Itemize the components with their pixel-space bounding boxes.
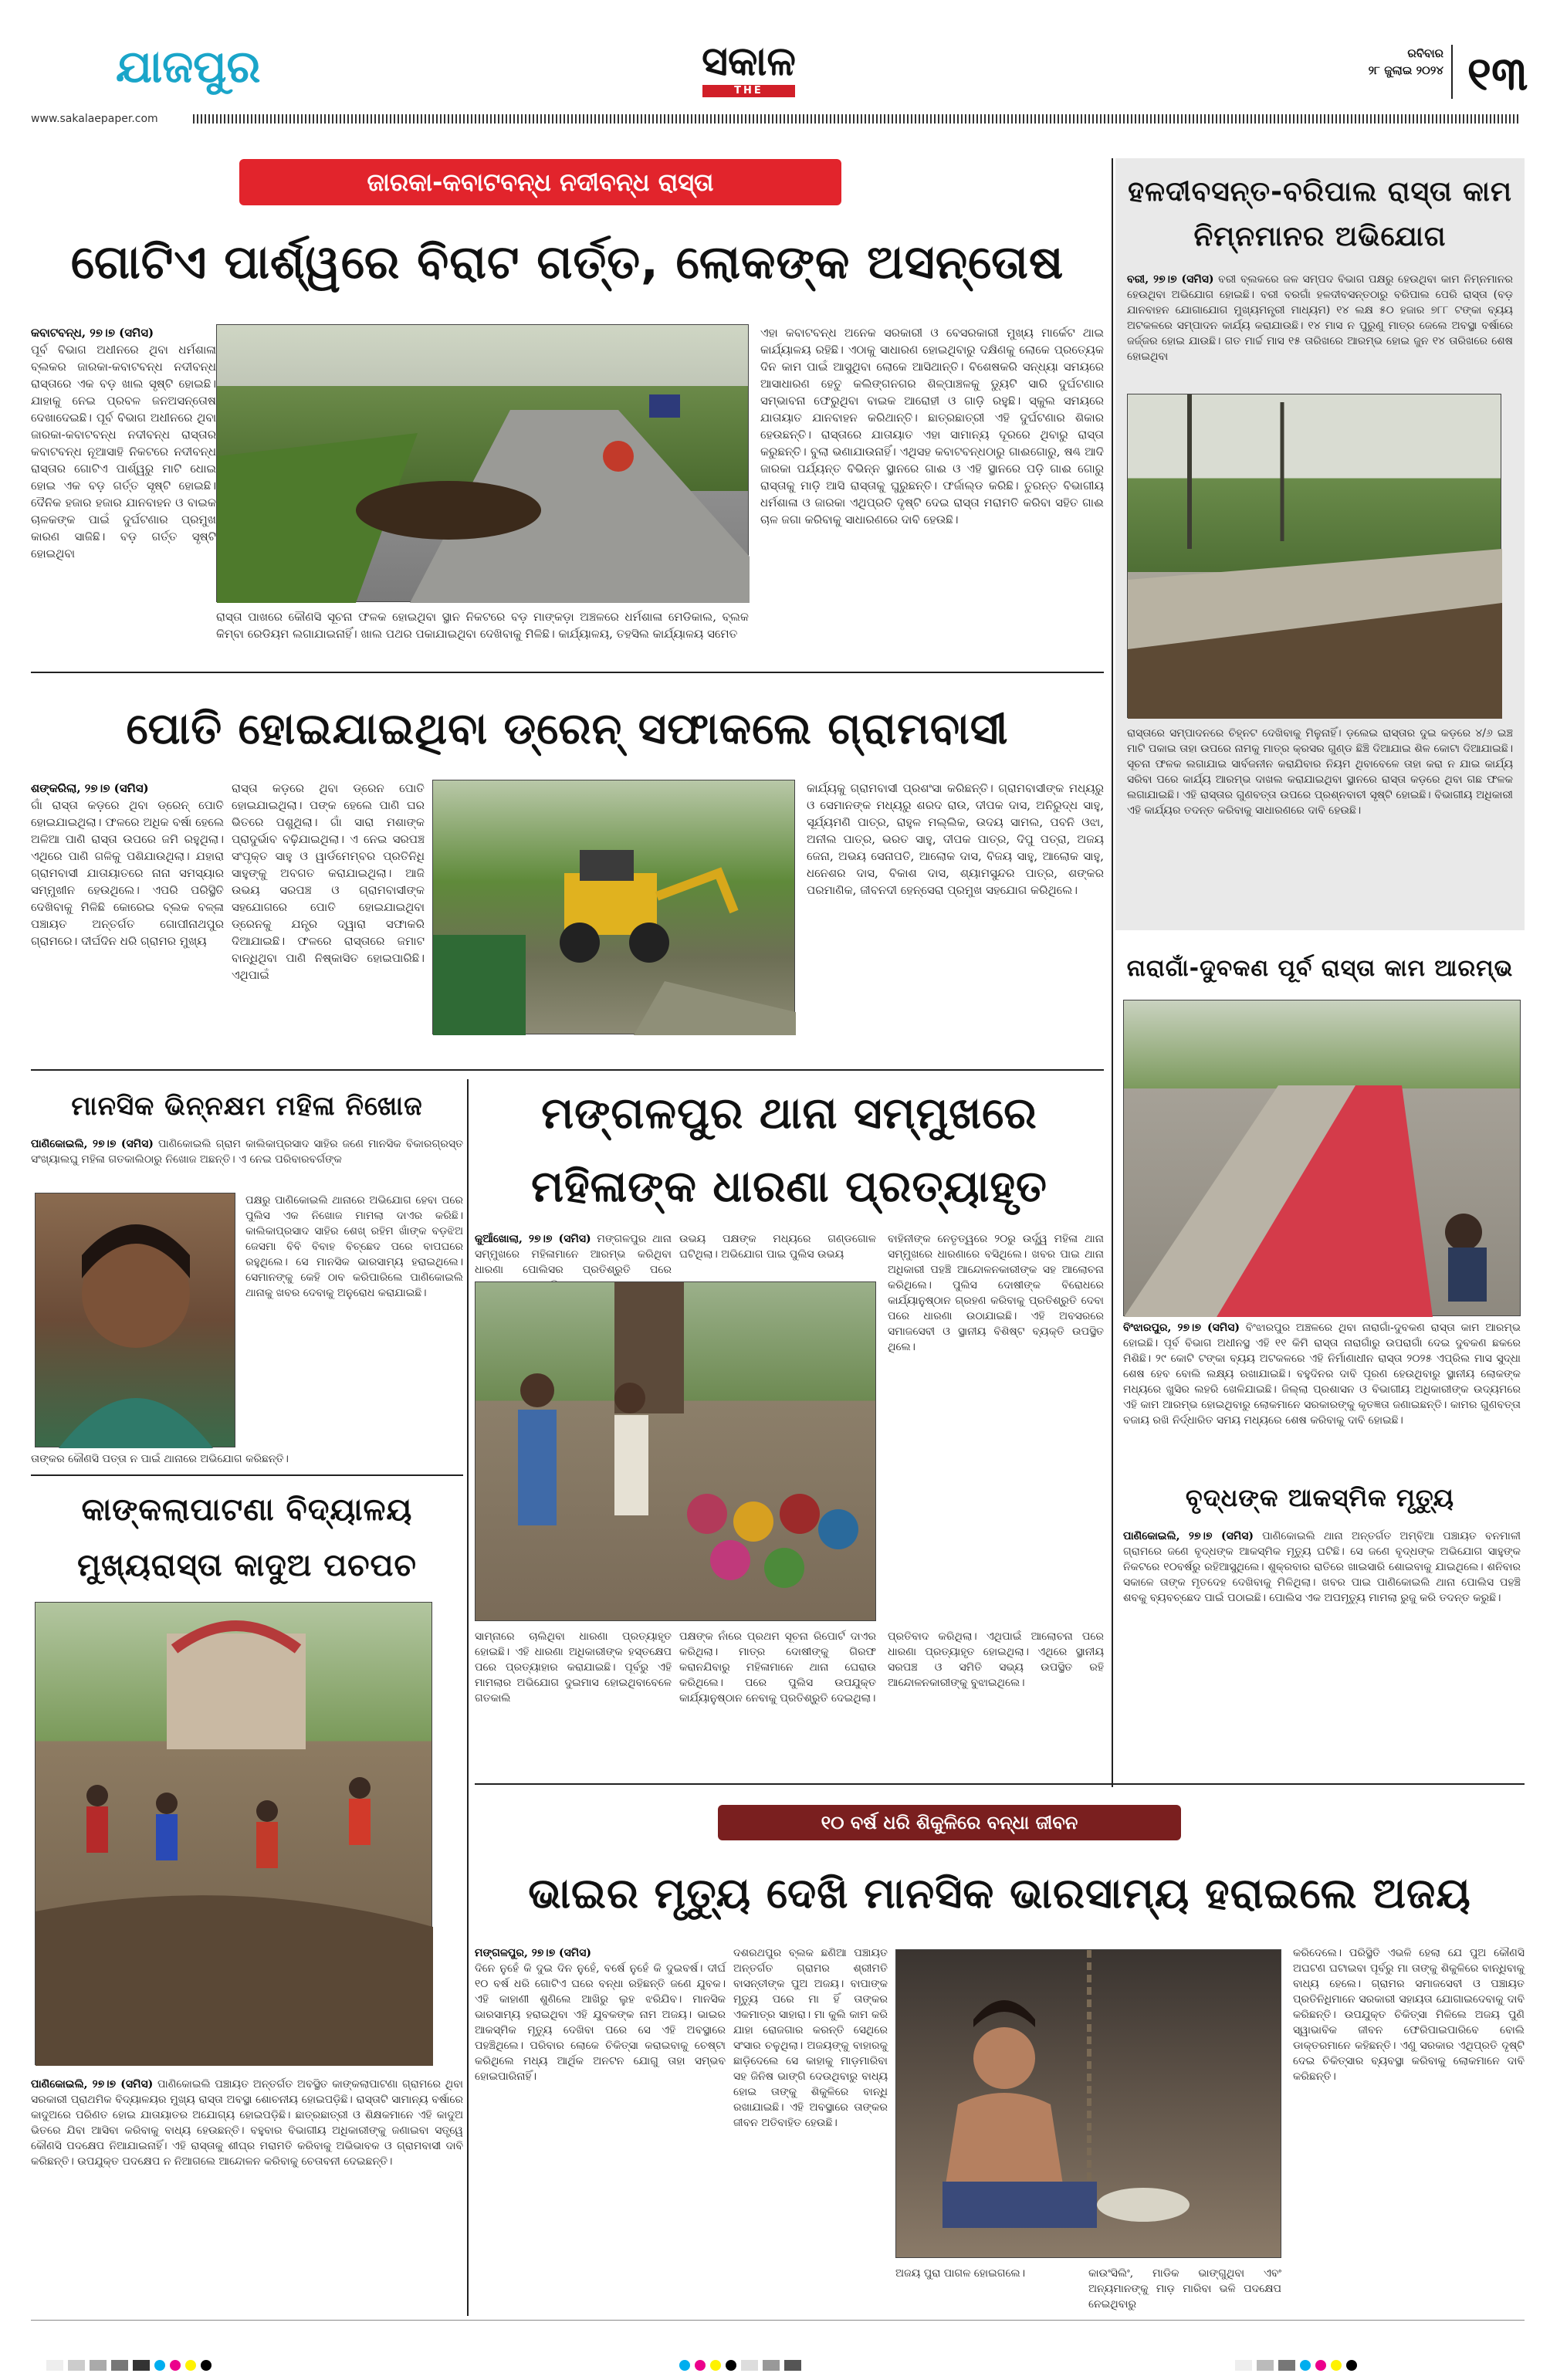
story4-dateline: କୁଆଁଖୋଲା, ୨୭।୭ (ସମିସ) [475, 1233, 591, 1245]
magenta-swatch [1315, 2360, 1326, 2371]
road-construction-illustration [1124, 1000, 1521, 1317]
issue-day: ରବିବାର [1407, 46, 1443, 60]
sidebar1-dateline: ବରୀ, ୨୭।୭ (ସମିସ) [1127, 273, 1214, 286]
logo [679, 38, 818, 109]
story1-under-photo: ରାସ୍ତା ପାଖରେ କୌଣସି ସୂଚନା ଫଳକ ହୋଇଥିବା ସ୍ଥାନ ନିକଟରେ ବଡ଼ ମାଙ୍କଡ଼ା ଅଞ୍ଚଳରେ ଧର୍ମଶାଳା ମେଡିକାଲ, ବ୍ଲକ କିମ୍ବା ରେଡିୟମ ଲଗାଯାଇନାହିଁ। ଖାଲ ପଥର ପକାଯାଇଥିବା ଦେଖିବାକୁ ମିଳିଛି। କାର୍ଯ୍ୟାଳୟ, ତହସିଲ କାର୍ଯ୍ୟାଳୟ ସମେତ [216, 610, 749, 641]
issue-date-text: ୨୮ ଜୁଲାଇ ୨୦୨୪ [1368, 63, 1443, 77]
story5-body: ପାଣିକୋଇଲି ପଞ୍ଚାୟତ ଅନ୍ତର୍ଗତ ଅବସ୍ଥିତ କାଙ୍କଲାପାଟଣା ଗ୍ରାମରେ ଥିବା ସରକାରୀ ପ୍ରାଥମିକ ବିଦ୍ୟାଳୟର ମୁଖ୍ୟ ରାସ୍ତା ଅବସ୍ଥା ଶୋଚନୀୟ ହୋଇପଡ଼ିଛି। ରାସ୍ତାଟି ସାମାନ୍ୟ ବର୍ଷାରେ କାଦୁଅରେ ପରିଣତ ହୋଇ ଯାତାୟାତର ଅଯୋଗ୍ୟ ହୋଇପଡ଼ିଛି। ଛାତ୍ରଛାତ୍ରୀ ଓ ଶିକ୍ଷକମାନେ ଏହି କାଦୁଅ ଭିତରେ ଯିବା ଆସିବା କରିବାକୁ ବାଧ୍ୟ ହେଉଛନ୍ତି। ବହୁବାର ବିଭାଗୀୟ ଅଧିକାରୀଙ୍କୁ ଜଣାଇବା ସତ୍ତ୍ୱେ କୌଣସି ପଦକ୍ଷେପ ନିଆଯାଇନାହିଁ। ଏହି ରାସ୍ତାକୁ ଶୀଘ୍ର ମରାମତି କରିବାକୁ ଅଭିଭାବକ ଓ ଗ୍ରାମବାସୀ ଦାବି କରିଛନ୍ତି। ଉପଯୁକ୍ତ ପଦକ୍ଷେପ ନ ନିଆଗଲେ ଆନ୍ଦୋଳନ କରିବାକୁ ଚେତାବନୀ ଦେଇଛନ୍ତି। [31, 2078, 463, 2168]
story1-col3: ଏହା କବାଟବନ୍ଧ ଅନେକ ସରକାରୀ ଓ ବେସରକାରୀ ମୁଖ୍ୟ ମାର୍କେଟ ଥାଇ କାର୍ଯ୍ୟାଳୟ ରହିଛି। ଏଠାକୁ ସାଧାରଣ ହୋଇଥିବାରୁ ଦକ୍ଷିଣକୁ ଲୋକେ ପ୍ରତ୍ୟେକ ଦିନ କାମ ପାଇଁ ଆସୁଥିବା ଲୋକେ ଆସିଥାନ୍ତି। ବିଶେଷକରି ସନ୍ଧ୍ୟା ସମୟରେ ଆସାଧାରଣ ହେତୁ କଲିଙ୍ଗନଗର ଶିଳ୍ପାଞ୍ଚଳକୁ ଡ୍ୟୁଟି ସାରି ଦୁର୍ଘଟଣାର ସମ୍ଭାବନା ଫେରୁଥିବା ବାଇକ ଆରୋହୀ ଓ ଗାଡ଼ି ରହୁଛି। ସ୍କୁଲ ସମୟରେ ଯାତାୟାତ ଯାନବାହନ କରିଥାନ୍ତି। ଛାତ୍ରଛାତ୍ରୀ ଏହି ଦୁର୍ଘଟଣାର ଶିକାର ହେଉଛନ୍ତି। ରାସ୍ତାରେ ଯାତାୟାତ ଏହା ସାମାନ୍ୟ ଦୂରରେ ଥିବାରୁ ରାସ୍ତା କରୁଛନ୍ତି। ବୁଲା ଭଣାଯାଉନାହିଁ। ଏଥିସହ କବାଟବନ୍ଧଠାରୁ ଗାଈଗୋରୁ, ଷଣ୍ଢ ଆଦି ଜାରକା ପର୍ଯ୍ୟନ୍ତ ବିଭିନ୍ନ ସ୍ଥାନରେ ଗାଈ ଓ ଏହି ସ୍ଥାନରେ ପଡ଼ି ଗାଈ ଗୋରୁ ରାସ୍ତାକୁ ମାଡ଼ି ଆସି ରାସ୍ତାକୁ ଘୁରୁଛନ୍ତି। ଫର୍ଜାଲ୍ଡ କରିଛି। ତୁରନ୍ତ ବିଭାଗୀୟ ଧର୍ମଶାଳା ଓ ଜାରକା ଏଥିପ୍ରତି ଦୃଷ୍ଟି ଦେଇ ରାସ୍ତା ମରାମତି କରିବା ସହିତ ଗାଈ ଚାଳ ଜଗା କରିବାକୁ ସାଧାରଣରେ ଦାବି ହେଉଛି। [760, 326, 1104, 526]
story2-col1-block [31, 780, 224, 1058]
gray-step [1235, 2360, 1252, 2371]
gray-step [111, 2360, 128, 2371]
black-swatch [1346, 2360, 1357, 2371]
story3-photo-woman-portrait [35, 1193, 235, 1447]
sidebar2-body-block [1123, 1320, 1521, 1467]
story1-kicker: ଜାରକା-କବାଟବନ୍ଧ ନଦୀବନ୍ଧ ରାସ୍ତା [239, 159, 841, 205]
sidebar1-body: ରାସ୍ତାରେ ସମ୍ପାଦନରେ ଚିହ୍ନଟ ଦେଖିବାକୁ ମିଳୁନାହିଁ। ଡ଼ଲେଇ ରାସ୍ତାର ଦୁଇ କଡ଼ରେ ୪/୬ ଇଞ୍ଚ ମାଟି ପକାଇ ତାହା ଉପରେ ନାମକୁ ମାତ୍ର କ୍ରସର ଗୁଣ୍ଡ ଛିଞ୍ଚି ଦିଆଯାଇ ଶିଳ କୋଟା ଦିଆଯାଇଛି। ସୂଚନା ଫଳକ ଲଗାଯାଇ ସାର୍ବଜନୀନ କରାଯିବାର ନିୟମ ଥିବାବେଳେ ତାହା କରା ନ ଯାଇ କାର୍ଯ୍ୟ ସରିବା ପରେ କାର୍ଯ୍ୟ ଆରମ୍ଭ ଦାଖଲ କରାଯାଇଥିବା ସ୍ଥାନରେ ରାସ୍ତା କଡ଼ରେ ଥିବା ଗଛ ଫଳକ ଲଗାଯାଇଛି। ଏହି ରାସ୍ତାର ଗୁଣବତ୍ତା ଉପରେ ପ୍ରଶ୍ନବାଚୀ ସୃଷ୍ଟି ହୋଇଛି। ବିଭାଗୀୟ ଅଧିକାରୀ ଏହି କାର୍ଯ୍ୟର ତଦନ୍ତ କରିବାକୁ ସାଧାରଣରେ ଦାବି ହେଉଛି। [1127, 727, 1513, 817]
story2-col3: କାର୍ଯ୍ୟକୁ ଗ୍ରାମବାସୀ ପ୍ରଶଂସା କରିଛନ୍ତି। ଗ୍ରାମବାସୀଙ୍କ ମଧ୍ୟରୁ ଓ ସେମାନଙ୍କ ମଧ୍ୟରୁ ଶରଦ ରାଉ, ଦୀପକ ଦାସ, ଅନିରୁଦ୍ଧ ସାହୁ, ସୂର୍ଯ୍ୟମଣି ପାତ୍ର, ରାହୁଳ ମଲ୍ଲିକ, ଉଦୟ ସାମଲ, ପବନି ଓଝା, ଅନୀଲ ପାତ୍ର, ଭରତ ସାହୁ, ଦୀପକ ପାତ୍ର, ଦିପୁ ପତ୍ରା, ଅଜୟ ଜେନା, ଅଭୟ ସେନାପତି, ଆଲୋକ ଦାସ, ବିଜୟ ସାହୁ, ଆଲୋକ ସାହୁ, ଧନେଶର ଦାସ, ବିକାଶ ଦାସ, ଶ୍ୟାମସୁନ୍ଦର ପାତ୍ର, ଶଙ୍କର ପରମାଣିକ, ଜୀବନଦୀ ହେନ୍ସେରା ପ୍ରମୁଖ ସହଯୋଗ କରିଥିଲେ। [807, 781, 1104, 897]
excavator-illustration [433, 780, 796, 1035]
divider-story3 [31, 1474, 463, 1476]
yellow-swatch [185, 2360, 196, 2371]
divider-left-lower [467, 1799, 469, 2316]
story4-under2: ପକ୍ଷଙ୍କ ନାଁରେ ପ୍ରଥମ ସୂଚନା ରିପୋର୍ଟ ଦାଏର କରିଥିଲା। ମାତ୍ର ଦୋଷୀଙ୍କୁ ଗିରଫ କରାନଯିବାରୁ ମହିଳାମାନେ ଥାନା ଘେରାଉ କରିଥିଲେ। ପରେ ପୁଲିସ ଉପଯୁକ୍ତ କାର୍ଯ୍ୟାନୁଷ୍ଠାନ ନେବାକୁ ପ୍ରତିଶ୍ରୁତି ଦେଇଥିଲା। [679, 1630, 876, 1705]
sidebar3-dateline: ପାଣିକୋଇଲି, ୨୭।୭ (ସମିସ) [1123, 1530, 1254, 1542]
story5-dateline: ପାଣିକୋଇଲି, ୨୭।୭ (ସମିସ) [31, 2078, 154, 2091]
magenta-swatch [695, 2360, 706, 2371]
sidebar2-body: ବିଂଝାରପୁର ଅଞ୍ଚଳରେ ଥିବା ନାରାଗାଁ-ଦୁବକଣ ରାସ୍ତା କାମ ଆରମ୍ଭ ହୋଇଛି। ପୂର୍ବ ବିଭାଗ ଅଧୀନସ୍ଥ ଏହି ୧୧ କିମି ରାସ୍ତା ନାରାଗାଁରୁ ଉପରାଗାଁ ଦେଇ ଦୁବକଣ ଛକରେ ମିଶିଛି। ୨୯ କୋଟି ଟଙ୍କା ବ୍ୟୟ ଅଟକଳରେ ଏହି ନିର୍ମାଣାଧୀନ ରାସ୍ତା ୨୦୨୫ ଏପ୍ରିଲ ମାସ ସୁଦ୍ଧା ଶେଷ ହେବ ବୋଲି ଲକ୍ଷ୍ୟ ରଖାଯାଇଛି। ବହୁଦିନର ଦାବି ପୂରଣ ହେଉଥିବାରୁ ସ୍ଥାନୀୟ ଲୋକଙ୍କ ମଧ୍ୟରେ ଖୁସିର ଲହରି ଖେଳିଯାଇଛି। ଜିଲ୍ଲା ପ୍ରଶାସନ ଓ ବିଭାଗୀୟ ଅଧିକାରୀଙ୍କ ଉଦ୍ୟମରେ ଏହି କାମ ଆରମ୍ଭ ହୋଇଥିବାରୁ ଲୋକମାନେ ସରକାରଙ୍କୁ କୃତଜ୍ଞତା ଜଣାଇଛନ୍ତି। କାମର ଗୁଣବତ୍ତା ବଜାୟ ରଖି ନିର୍ଦ୍ଧାରିତ ସମୟ ମଧ୍ୟରେ ଶେଷ କରିବାକୁ ଦାବି ହୋଇଛି। [1123, 1322, 1521, 1427]
sidebar3-headline: ବୃଦ୍ଧଙ୍କ ଆକସ୍ମିକ ମୃତ୍ୟୁ [1185, 1483, 1455, 1512]
cyan-swatch [679, 2360, 690, 2371]
logo-text: ସକାଳ [702, 38, 796, 85]
sidebar1-photo-damaged-road [1127, 394, 1501, 718]
sidebar2-dateline: ବିଂଝାରପୁର, ୨୭।୭ (ସମିସ) [1123, 1322, 1240, 1334]
yellow-swatch [710, 2360, 721, 2371]
story6-col1: ଦିନେ ନୁହେଁ କି ଦୁଇ ଦିନ ନୁହେଁ, ବର୍ଷେ ନୁହେଁ କି ଦୁଇବର୍ଷ। ଦୀର୍ଘ ୧୦ ବର୍ଷ ଧରି ଗୋଟିଏ ଘରେ ବନ୍ଧା ରହିଛନ୍ତି ଜଣେ ଯୁବକ। ଏହି କାହାଣୀ ଶୁଣିଲେ ଆଖିରୁ ଲୁହ ଝରିଯିବ। ମାନସିକ ଭାରସାମ୍ୟ ହରାଇଥିବା ଏହି ଯୁବକଙ୍କ ନାମ ଅଜୟ। ଭାଇର ଆକସ୍ମିକ ମୃତ୍ୟୁ ଦେଖିବା ପରେ ସେ ଏହି ଅବସ୍ଥାରେ ପହଞ୍ଚିଥିଲେ। ପରିବାର ଲୋକେ ଚିକିତ୍ସା କରାଇବାକୁ ଚେଷ୍ଟା କରିଥିଲେ ମଧ୍ୟ ଆର୍ଥିକ ଅନଟନ ଯୋଗୁ ତାହା ସମ୍ଭବ ହୋଇପାରିନାହିଁ। [475, 1962, 726, 2083]
sidebar3-body-block [1123, 1529, 1521, 1656]
magenta-swatch [170, 2360, 181, 2371]
story6-caption-right: କାଉଂସିଲିଂ, ମାଡିକ ଭାଙ୍ଗୁଥିବା ଏବଂ ଅନ୍ୟମାନଙ୍କୁ ମାଡ଼ ମାରିବା ଭଳି ପଦକ୍ଷେପ ନେଇଥିବାରୁ [1088, 2267, 1281, 2311]
story4-col3: ବାହିନୀଙ୍କ ନେତୃତ୍ୱରେ ୨୦ରୁ ଉର୍ଦ୍ଧ୍ୱ ମହିଳା ଥାନା ସମ୍ମୁଖରେ ଧାରଣାରେ ବସିଥିଲେ। ଖବର ପାଇ ଥାନା ଅଧିକାରୀ ପହଞ୍ଚି ଆନ୍ଦୋଳନକାରୀଙ୍କ ସହ ଆଲୋଚନା କରିଥିଲେ। ପୁଲିସ ଦୋଷୀଙ୍କ ବିରୋଧରେ କାର୍ଯ୍ୟାନୁଷ୍ଠାନ ଗ୍ରହଣ କରିବାକୁ ପ୍ରତିଶ୍ରୁତି ଦେବା ପରେ ଧାରଣା ଉଠାଯାଇଛି। ଏହି ଅବସରରେ ସମାଜସେବୀ ଓ ସ୍ଥାନୀୟ ବିଶିଷ୍ଟ ବ୍ୟକ୍ତି ଉପସ୍ଥିତ ଥିଲେ। [888, 1233, 1104, 1353]
story5-headline: କାଙ୍କଲାପାଟଣା ବିଦ୍ୟାଳୟ ମୁଖ୍ୟରାସ୍ତା କାଦୁଅ ପଚପଚ [77, 1492, 417, 1583]
story6-headline: ଭାଇର ମୃତ୍ୟୁ ଦେଖି ମାନସିକ ଭାରସାମ୍ୟ ହରାଇଲେ ଅଜୟ [528, 1869, 1471, 1918]
story3-tail: ତାଙ୍କର କୌଣସି ପତ୍ତା ନ ପାଇଁ ଥାନାରେ ଅଭିଯୋଗ କରିଛନ୍ତି। [31, 1453, 289, 1465]
black-swatch [726, 2360, 736, 2371]
gray-step [741, 2360, 758, 2371]
website-url: www.sakalaepaper.com [31, 113, 158, 125]
story6-dateline: ମଙ୍ଗଳପୁର, ୨୭।୭ (ସମିସ) [475, 1947, 592, 1959]
gray-step [133, 2360, 150, 2371]
gray-step [1278, 2360, 1295, 2371]
story6-col2: ଦଶରଥପୁର ବ୍ଲକ ଛଣିଆ ପଞ୍ଚାୟତ ଅନ୍ତର୍ଗତ ଗ୍ରାମର ଶ୍ରୀମତି ବାସନ୍ତୀଙ୍କ ପୁଅ ଅଜୟ। ବାପାଙ୍କ ମୃତ୍ୟୁ ପରେ ମା ହିଁ ତାଙ୍କର ଏକମାତ୍ର ସାହାରା। ମା କୁଲି କାମ କରି ଯାହା ରୋଜଗାର କରନ୍ତି ସେଥିରେ ସଂସାର ଚଳୁଥିଲା। ଅଜୟଙ୍କୁ ବାହାରକୁ ଛାଡ଼ିଦେଲେ ସେ କାହାକୁ ମାଡ଼ମାରିବା ସହ ଜିନିଷ ଭାଙ୍ଗି ଦେଉଥିବାରୁ ବାଧ୍ୟ ହୋଇ ତାଙ୍କୁ ଶିକୁଳିରେ ବାନ୍ଧି ରଖାଯାଇଛି। ଏହି ଅବସ୍ଥାରେ ତାଙ୍କର ଜୀବନ ଅତିବାହିତ ହେଉଛି। [733, 1947, 888, 2129]
story3-headline: ମାନସିକ ଭିନ୍ନକ୍ଷମ ମହିଳା ନିଖୋଜ [71, 1091, 423, 1122]
story2-col1: ଗାଁ ରାସ୍ତା କଡ଼ରେ ଥିବା ଡ୍ରେନ୍ ପୋତି ହୋଇଯାଇଥିଲା। ଫଳରେ ଅଧିକ ବର୍ଷା ହେଲେ ଅଳିଆ ପାଣି ରାସ୍ତା ଉପରେ ଜମି ରହୁଥିଲା। ଏଥିରେ ପାଣି ଗଳିକୁ ପଶିଯାଉଥିଲା। ଯହାରା ଗ୍ରାମବାସୀ ଯାତାୟାତରେ ନାନା ସମସ୍ୟାର ସମ୍ମୁଖୀନ ହେଉଥିଲେ। ଏପରି ପରିସ୍ଥିତି ଦେଖିବାକୁ ମିଳିଛି କୋରେଇ ବ୍ଲକ ବଳ୍ଳା ପଞ୍ଚାୟତ ଅନ୍ତର୍ଗତ ଗୋପୀନାଥପୁର ଗ୍ରାମରେ। ଦୀର୍ଘଦିନ ଧରି ଗ୍ରାମର ମୁଖ୍ୟ [31, 798, 224, 948]
gray-step [68, 2360, 85, 2371]
damaged-road-illustration [1128, 394, 1502, 719]
children-on-road-illustration [36, 1603, 433, 2066]
story6-col4: କରିଦେଲେ। ପରିସ୍ଥିତି ଏଭଳି ହେଲା ଯେ ପୁଅ କୌଣସି ଅଘଟଣ ଘଟାଇବା ପୂର୍ବରୁ ମା ତାଙ୍କୁ ଶିକୁଳିରେ ବାନ୍ଧିବାକୁ ବାଧ୍ୟ ହେଲେ। ଗ୍ରାମର ସମାଜସେବୀ ଓ ପଞ୍ଚାୟତ ପ୍ରତିନିଧିମାନେ ସରକାରୀ ସହାୟତା ଯୋଗାଇଦେବାକୁ ଦାବି କରିଛନ୍ତି। ଉପଯୁକ୍ତ ଚିକିତ୍ସା ମିଳିଲେ ଅଜୟ ପୁଣି ସ୍ୱାଭାବିକ ଜୀବନ ଫେରିପାଇପାରିବେ ବୋଲି ଡାକ୍ତରମାନେ କହିଛନ୍ତି। ଏଣୁ ସରକାର ଏଥିପ୍ରତି ଦୃଷ୍ଟି ଦେଇ ଚିକିତ୍ସାର ବ୍ୟବସ୍ଥା କରିବାକୁ ଲୋକମାନେ ଦାବି କରିଛନ୍ତି। [1293, 1947, 1525, 2083]
gray-step [90, 2360, 107, 2371]
chained-man-illustration [896, 1950, 1282, 2259]
story5-photo-muddy-road [35, 1602, 432, 2065]
story4-col1: ମଙ୍ଗଳପୁର ଥାନା ସମ୍ମୁଖରେ ମହିଳାମାନେ ଆରମ୍ଭ କରିଥିବା ଧାରଣା ପୋଲିସର ପ୍ରତିଶ୍ରୁତି ପରେ [475, 1233, 672, 1276]
divider-story2 [31, 1069, 1104, 1071]
story6-kicker: ୧୦ ବର୍ଷ ଧରି ଶିକୁଳିରେ ବନ୍ଧା ଜୀବନ [718, 1805, 1181, 1840]
story1-headline: ଗୋଟିଏ ପାର୍ଶ୍ୱରେ ବିରାଟ ଗର୍ତ୍ତ, ଲୋକଙ୍କ ଅସନ୍ତୋଷ [70, 235, 1064, 289]
story6-caption-left: ଅଜୟ ପୁରା ପାଗଳ ହୋଇଗଲେ। [895, 2267, 1026, 2280]
divider-story4 [475, 1783, 1525, 1785]
sidebar1-headline: ହଳଦୀବସନ୍ତ-ବରିପାଲ ରାସ୍ତା କାମ ନିମ୍ନମାନର ଅଭିଯୋଗ [1128, 176, 1512, 252]
sidebar1-intro-block [1127, 272, 1513, 391]
story1-photo-road-crater [216, 324, 749, 602]
gray-step [784, 2360, 801, 2371]
page-number: ୧୩ [1467, 47, 1528, 101]
logo-tagline: THE SAKALA [702, 85, 795, 97]
sidebar1-intro: ବରୀ ବ୍ଲକରେ ଜଳ ସମ୍ପଦ ବିଭାଗ ପକ୍ଷରୁ ହେଉଥିବା କାମ ନିମ୍ନମାନର ହେଉଥିବା ଅଭିଯୋଗ ହୋଇଛି। ବରୀ ବରଗାଁ ହଳଦୀବସନ୍ତଠାରୁ ବରିପାଲ ପେରି ରାସ୍ତା (ବଡ଼ ଯାନବାହନ ଯୋଗାଯୋଗ ମୁଖ୍ୟମନ୍ତ୍ରୀ ମାଧ୍ୟମ) ୧୪ ଲକ୍ଷ ୫୦ ହଜାର ୭୮୮ ଟଙ୍କା ବ୍ୟୟ ଅଟକଳରେ ସମ୍ପାଦନ କାର୍ଯ୍ୟ କରାଯାଉଛି। ୧୪ ମାସ ନ ପୁରୁଣୁ ମାତ୍ର ଜେଲେ ଅବସ୍ଥା ବର୍ଷାରେ ଜର୍ଜ୍ଜର ହୋଇ ଯାଉଛି। ଗତ ମାର୍ଚ୍ଚ ମାସ ୧୫ ତାରିଖରେ ଆରମ୍ଭ ହୋଇ ଜୁନ ୧୪ ତାରିଖରେ ଶେଷ ହୋଇଥିବା [1127, 273, 1514, 363]
gray-step [763, 2360, 780, 2371]
bottom-rule [31, 2320, 1525, 2321]
story2-dateline: ଶଙ୍କରିଲା, ୨୭।୭ (ସମିସ) [31, 781, 149, 795]
divider-right-column [1112, 158, 1113, 1787]
story2-photo-drain-cleaning [432, 780, 795, 1034]
story5-body-block [31, 2077, 463, 2308]
masthead-stripe [193, 114, 1521, 124]
color-bar-center [679, 2358, 801, 2372]
issue-date [1305, 45, 1443, 79]
story1-col1: ପୂର୍ବ ବିଭାଗ ଅଧୀନରେ ଥିବା ଧର୍ମଶାଳା ବ୍ଲକର ଜାରକା-କବାଟବନ୍ଧ ନଦୀବନ୍ଧ ରାସ୍ତାରେ ଏକ ବଡ଼ ଖାଲ ସୃଷ୍ଟି ହୋଇଛି। ଯାହାକୁ ନେଇ ପ୍ରବଳ ଜନଅସନ୍ତୋଷ ଦେଖାଦେଇଛି। ପୂର୍ବ ବିଭାଗ ଅଧୀନରେ ଥିବା ଜାରକା-କବାଟବନ୍ଧ ନଦୀବନ୍ଧ ରାସ୍ତାର କବାଟବନ୍ଧ ନୂଆସାହି ନିକଟରେ ନଦୀବନ୍ଧ ରାସ୍ତାର ଗୋଟିଏ ପାର୍ଶ୍ୱରୁ ମାଟି ଧୋଇ ହୋଇ ଏକ ବଡ଼ ଗର୍ତ୍ତ ସୃଷ୍ଟି ହୋଇଛି। ଦୈନିକ ହଜାର ହଜାର ଯାନବାହନ ଓ ବାଇକ ଚାଳକଙ୍କ ପାଇଁ ଦୁର୍ଘଟଣାର ପ୍ରମୁଖ କାରଣ ସାଜିଛି। ବଡ଼ ଗର୍ତ୍ତ ସୃଷ୍ଟି ହୋଇଥିବା [31, 343, 216, 560]
sidebar2-headline: ନାରାଗାଁ-ଦୁବକଣ ପୂର୍ବ ରାସ୍ତା କାମ ଆରମ୍ଭ [1126, 955, 1514, 982]
story4-photo-protest [475, 1281, 876, 1621]
protest-crowd-illustration [475, 1282, 877, 1622]
story3-intro-block [31, 1136, 463, 1187]
story3-body: ପକ୍ଷରୁ ପାଣିକୋଇଲି ଥାନାରେ ଅଭିଯୋଗ ହେବା ପରେ ପୁଲିସ ଏକ ନିଖୋଜ ମାମଲା ଦାଏର କରିଛି। କାଲିକାପ୍ରସାଦ ସାହିର ଶେଖ୍ ରହିମ ଖାଁଙ୍କ ବଡ଼ଝିଅ ଜେସମା ବିବି ବିବାହ ବିଚ୍ଛେଦ ପରେ ବାପଘରେ ରହୁଥିଲେ। ସେ ମାନସିକ ଭାରସାମ୍ୟ ହରାଇଥିଲେ। ସେମାନଙ୍କୁ କେହି ଠାବ କରିପାରିଲେ ପାଣିକୋଇଲି ଥାନାକୁ ଖବର ଦେବାକୁ ଅନୁରୋଧ କରାଯାଇଛି। [245, 1194, 463, 1299]
story4-headline: ମଙ୍ଗଳପୁର ଥାନା ସମ୍ମୁଖରେ ମହିଳାଙ୍କ ଧାରଣା ପ୍ରତ୍ୟାହୃତ [531, 1088, 1047, 1212]
story6-col1-block [475, 1945, 726, 2308]
page-name: ଯାଜପୁର [116, 40, 261, 93]
black-swatch [201, 2360, 212, 2371]
divider-story1 [31, 672, 1104, 673]
story4-col2: ଉଭୟ ପକ୍ଷଙ୍କ ମଧ୍ୟରେ ଗଣ୍ଡଗୋଳ ଘଟିଥିଲା। ଅଭିଯୋଗ ପାଇ ପୁଲିସ ଉଭୟ [679, 1233, 876, 1261]
road-crater-illustration [217, 325, 750, 603]
story2-headline: ପୋତି ହୋଇଯାଇଥିବା ଡ୍ରେନ୍ ସଫାକଲେ ଗ୍ରାମବାସୀ [126, 704, 1009, 754]
story4-under1: ସାମ୍ନାରେ ଚାଲିଥିବା ଧାରଣା ପ୍ରତ୍ୟାହୃତ ହୋଇଛି। ଏହି ଧାରଣା ଅଧିକାରୀଙ୍କ ହସ୍ତକ୍ଷେପ ପରେ ପ୍ରତ୍ୟାହାର କରାଯାଇଛି। ପୂର୍ବରୁ ଏହି ମାମଲାର ଅଭିଯୋଗ ଦୁଇମାସ ହୋଇଥିବାବେଳେ ଗତକାଲି [475, 1630, 672, 1705]
story3-intro: ପାଣିକୋଇଲି ଗ୍ରାମ କାଲିକାପ୍ରସାଦ ସାହିର ଜଣେ ମାନସିକ ବିକାରଗ୍ରସ୍ତ ସଂଖ୍ୟାଲଘୁ ମହିଳା ଗତକାଲିଠାରୁ ନିଖୋଜ ଅଛନ୍ତି। ଏ ନେଇ ପରିବାରବର୍ଗଙ୍କ [31, 1138, 464, 1166]
story3-dateline: ପାଣିକୋଇଲି, ୨୭।୭ (ସମିସ) [31, 1138, 154, 1150]
color-bar-right [1235, 2358, 1357, 2372]
story2-col2: ରାସ୍ତା କଡ଼ରେ ଥିବା ଡ୍ରେନ ପୋତି ହୋଇଯାଇଥିଲା। ପଙ୍କ ହେଲେ ପାଣି ଘର ଭିତରେ ପଶୁଥିଲା। ଗାଁ ସାରା ମଶାଙ୍କ ପ୍ରାଦୁର୍ଭାବ ବଢ଼ିଯାଇଥିଲା। ଏ ନେଇ ସରପଞ୍ଚ ସଂପୃକ୍ତ ସାହୁ ଓ ୱାର୍ଡମେମ୍ବର ପ୍ରତିନିଧି ସାହୁଙ୍କୁ ଅବଗତ କରାଯାଇଥିଲା। ଆଜି ଉଭୟ ସରପଞ୍ଚ ଓ ଗ୍ରାମବାସୀଙ୍କ ସହଯୋଗରେ ପୋତି ହୋଇଯାଇଥିବା ଡ୍ରେନକୁ ଯନ୍ତ୍ର ଦ୍ୱାରା ସଫାକରି ଦିଆଯାଇଛି। ଫଳରେ ରାସ୍ତାରେ ଜମାଟ ବାନ୍ଧିଥିବା ପାଣି ନିଷ୍କାସିତ ହୋଇପାରିଛି। ଏଥିପାଇଁ [232, 781, 425, 982]
story4-under3: ପ୍ରତିବାଦ କରିଥିଲା। ଏଥିପାଇଁ ଆଲୋଚନା ପରେ ଧାରଣା ପ୍ରତ୍ୟାହୃତ ହୋଇଥିଲା। ଏଥିରେ ସ୍ଥାନୀୟ ସରପଞ୍ଚ ଓ ସମିତି ସଭ୍ୟ ଉପସ୍ଥିତ ରହି ଆନ୍ଦୋଳନକାରୀଙ୍କୁ ବୁଝାଇଥିଲେ। [888, 1630, 1104, 1689]
story6-photo-chained-man [895, 1949, 1281, 2258]
cyan-swatch [154, 2360, 165, 2371]
yellow-swatch [1331, 2360, 1342, 2371]
gray-step [46, 2360, 63, 2371]
story1-dateline: କବାଟବନ୍ଧ, ୨୭।୭ (ସମିସ) [31, 326, 154, 340]
sidebar2-photo-road-construction [1123, 1000, 1521, 1316]
gray-step [1257, 2360, 1274, 2371]
sidebar3-body: ପାଣିକୋଇଲି ଥାନା ଅନ୍ତର୍ଗତ ଅମ୍ବିଆ ପଞ୍ଚାୟତ ବନମାଳୀ ଗ୍ରାମରେ ଜଣେ ବୃଦ୍ଧଙ୍କ ଆକସ୍ମିକ ମୃତ୍ୟୁ ଘଟିଛି। ସେ ଜଣେ ବୃଦ୍ଧଙ୍କ ଅଭିଯୋଗ ସାହୁଙ୍କ ନିକଟରେ ୧୦ବର୍ଷରୁ ରହିଆସୁଥିଲେ। ଶୁକ୍ରବାର ରାତିରେ ଖାଇସାରି ଶୋଇବାକୁ ଯାଇଥିଲେ। ଶନିବାର ସକାଳେ ତାଙ୍କ ମୃତଦେହ ଦେଖିବାକୁ ମିଳିଥିଲା। ଖବର ପାଇ ପାଣିକୋଇଲି ଥାନା ପୋଲିସ ପହଞ୍ଚି ଶବକୁ ବ୍ୟବଚ୍ଛେଦ ପାଇଁ ପଠାଇଛି। ପୋଲିସ ଏକ ଅପମୃତ୍ୟୁ ମାମଲା ରୁଜୁ କରି ତଦନ୍ତ କରୁଛି। [1123, 1530, 1521, 1604]
date-divider [1451, 45, 1453, 99]
cyan-swatch [1300, 2360, 1311, 2371]
story1-dateline-block [31, 324, 216, 656]
portrait-illustration [36, 1193, 236, 1448]
color-bar-left [46, 2358, 212, 2372]
story4-col1-block [475, 1231, 672, 1278]
